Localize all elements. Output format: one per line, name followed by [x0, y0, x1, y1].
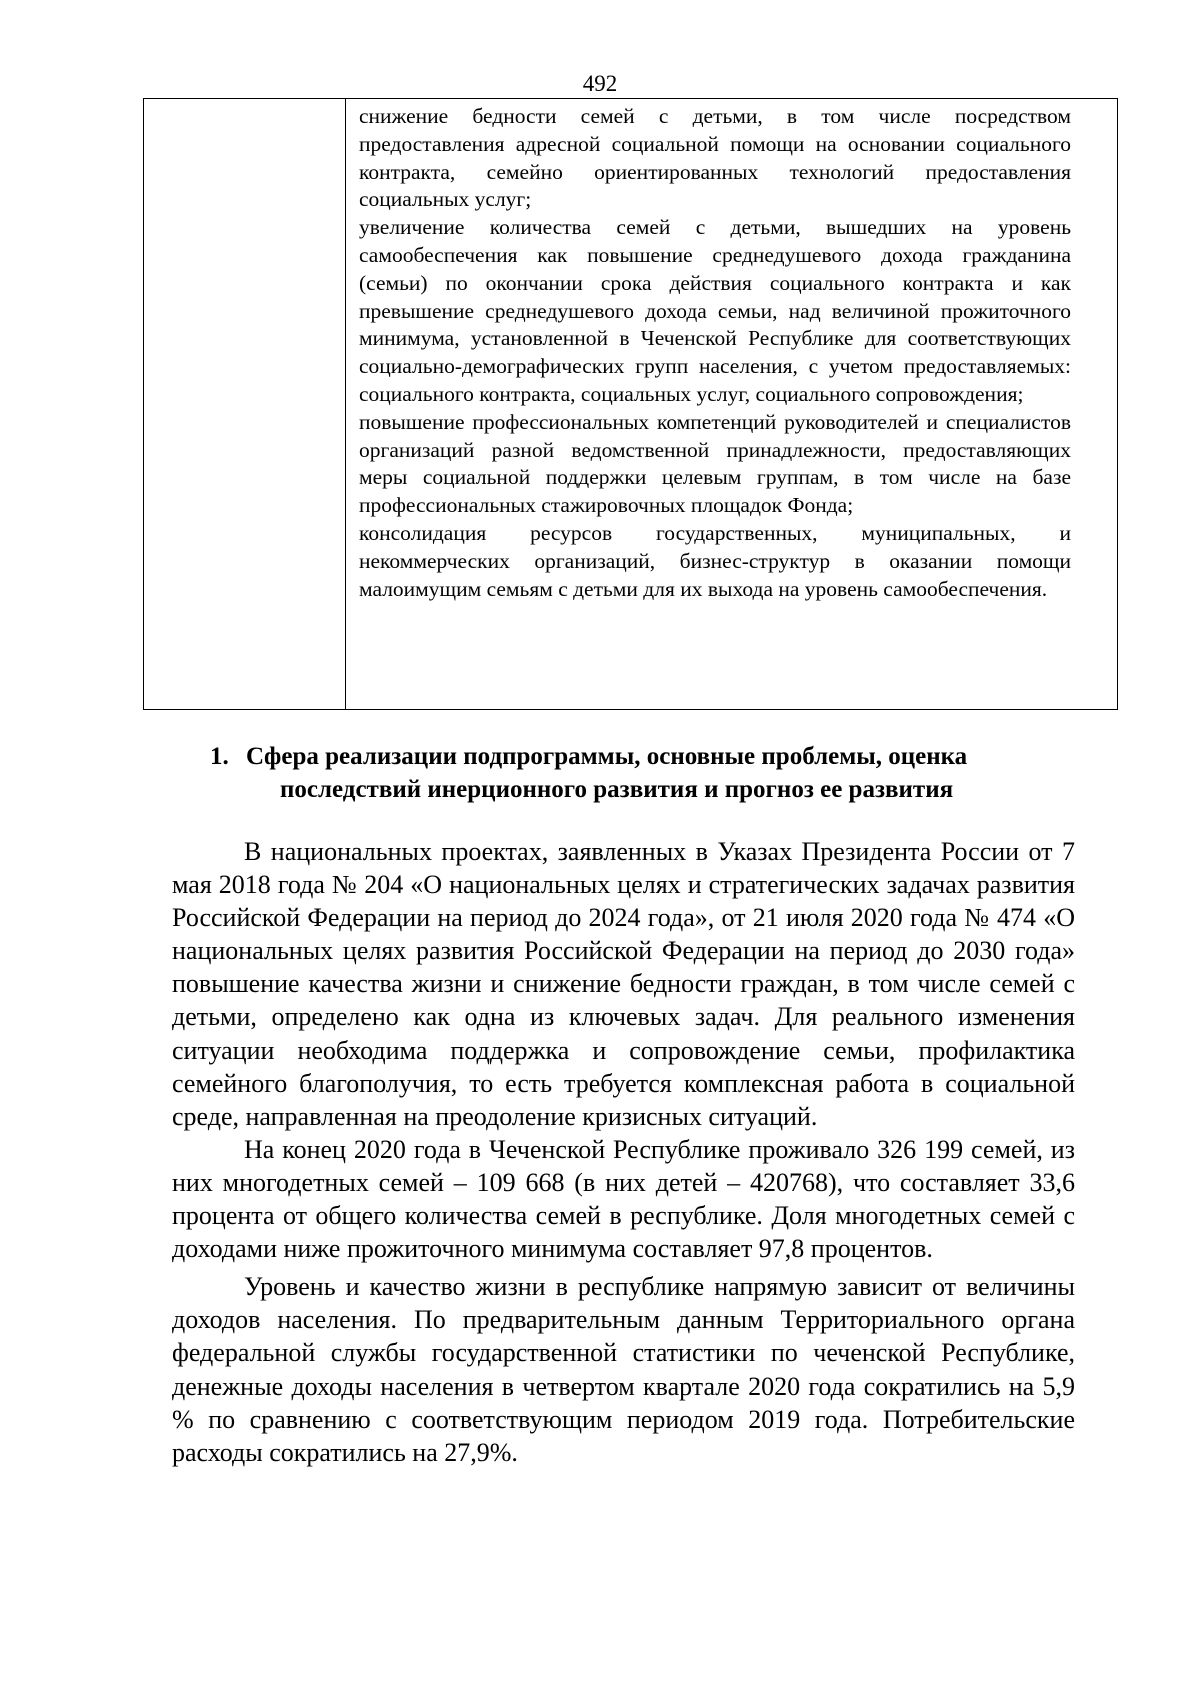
paragraph-national-projects: В национальных проектах, заявленных в Указах Президента России от 7 мая 2018 года № 204 «О национальных целях и стратегических задачах развития Российской Федерации на период до 2024 года», от 21 июля 2020 года № 474 «О национальных целях развития Российской Федерации на период до 2030 года» повышение качества жизни и снижение бедности граждан, в том числе семей с детьми, определено как одна из ключевых задач. Для реального изменения ситуации необходима поддержка и сопровождение семьи, профилактика семейного благополучия, то есть требуется комплексная работа в социальной среде, направленная на преодоление кризисных ситуаций.	[172, 837, 1075, 1131]
paragraph-income-level: Уровень и качество жизни в республике напрямую зависит от величины доходов населения. По предварительным данным Территориального органа федеральной службы государственной статистики по чеченской Республике, денежные доходы населения в четвертом квартале 2020 года сократились на 5,9 % по сравнению с соответствующим периодом 2019 года. Потребительские расходы сократились на 27,9%.	[172, 1272, 1075, 1467]
section-title-line-2: последствий инерционного развития и прогноз ее развития	[280, 776, 954, 803]
table-item-poverty-reduction: снижение бедности семей с детьми, в том числе посредством предоставления адресной социальной помощи на основании социального контракта, семейно ориентированных технологий предоставления социальных услуг;	[359, 104, 1071, 212]
table-right-cell	[359, 103, 1071, 603]
table-column-divider	[345, 99, 346, 709]
section-heading	[210, 740, 1090, 806]
goals-table	[143, 98, 1118, 710]
table-item-self-sufficiency: увеличение количества семей с детьми, вышедших на уровень самообеспечения как повышение среднедушевого дохода гражданина (семьи) по окончании срока действия социального контракта и как превышение среднедушевого дохода семьи, над величиной прожиточного минимума, установленной в Чеченской Республике для соответствующих социально-демографических групп населения, с учетом предоставляемых: социального контракта, социальных услуг, социального сопровождения;	[359, 215, 1071, 406]
table-item-competencies: повышение профессиональных компетенций руководителей и специалистов организаций разной ведомственной принадлежности, предоставляющих меры социальной поддержки целевым группам, в том числе на базе профессиональных стажировочных площадок Фонда;	[359, 409, 1071, 518]
body-text	[172, 835, 1075, 1469]
paragraph-family-statistics: На конец 2020 года в Чеченской Республике проживало 326 199 семей, из них многодетных семей – 109 668 (в них детей – 420768), что составляет 33,6 процента от общего количества семей в республике. Доля многодетных семей с доходами ниже прожиточного минимума составляет 97,8 процентов.	[172, 1134, 1075, 1264]
section-title-line-1: Сфера реализации подпрограммы, основные проблемы, оценка	[246, 743, 968, 770]
section-number: 1.	[210, 743, 229, 770]
table-item-resource-consolidation: консолидация ресурсов государственных, муниципальных, и некоммерческих организаций, бизнес-структур в оказании помощи малоимущим семьям с детьми для их выхода на уровень самообеспечения.	[359, 520, 1071, 601]
page-number: 492	[582, 71, 618, 96]
